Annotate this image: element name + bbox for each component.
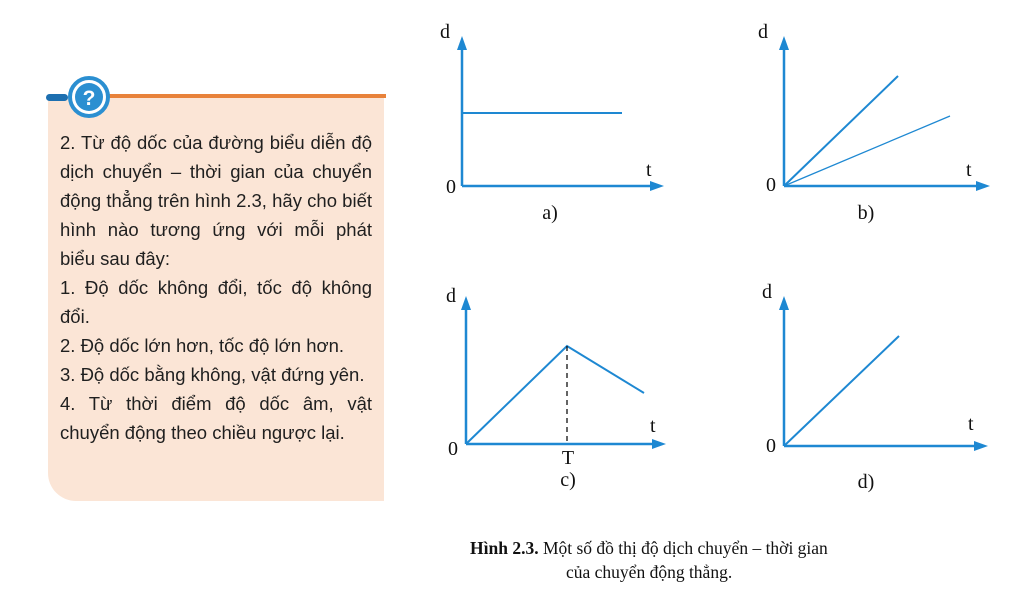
graph-a-y-arrow [457,36,467,50]
graph-a-x-arrow [650,181,664,191]
caption-line-2: của chuyển động thẳng. [566,562,733,582]
graph-b-y-arrow [779,36,789,50]
question-mark-icon [42,72,114,124]
caption-line-1: Một số đồ thị độ dịch chuyển – thời gian [542,538,828,558]
graph-d-x-label: t [968,413,974,435]
figure-caption [470,536,990,584]
graph-b-x-label: t [966,159,972,181]
svg-text:?: ? [82,87,96,110]
graph-b-steep-line [784,76,898,186]
graph-b-x-arrow [976,181,990,191]
statement-2: 2. Độ dốc lớn hơn, tốc độ lớn hơn. [60,335,345,356]
graph-a-origin: 0 [446,176,456,198]
graph-d-origin: 0 [766,435,776,457]
graph-d [754,278,1004,498]
graph-b [752,18,1002,228]
statement-4: 4. Từ thời điểm độ dốc âm, vật chuyển động theo chiều ngược lại. [60,393,372,443]
graph-c-label: c) [560,469,576,491]
caption-label: Hình 2.3. [470,538,539,558]
graph-d-y-arrow [779,296,789,310]
graph-b-shallow-line [784,116,950,186]
graph-d-y-label: d [762,281,772,303]
graph-c-line [466,346,644,444]
graph-c-origin: 0 [448,438,458,460]
graph-c-y-label: d [446,285,456,307]
statement-1: 1. Độ dốc không đổi, tốc độ không đổi. [60,277,372,327]
graph-d-x-arrow [974,441,988,451]
graph-b-y-label: d [758,21,768,43]
graph-c-x-arrow [652,439,666,449]
graph-a-x-label: t [646,159,652,181]
graph-b-origin: 0 [766,174,776,196]
graph-c-x-label: t [650,415,656,437]
graph-d-line [784,336,899,446]
graph-a [432,18,672,228]
graph-c-y-arrow [461,296,471,310]
question-text [60,128,372,447]
question-intro: 2. Từ độ dốc của đường biểu diễn độ dịch chuyển – thời gian của chuyển động thẳng trên hình 2.3, hãy cho biết hình nào tương ứng với mỗi phát biểu sau đây: [60,132,372,269]
question-box-top-bar [100,94,386,98]
graph-a-y-label: d [440,21,450,43]
graph-c-marker-label: T [561,447,575,469]
statement-3: 3. Độ dốc bằng không, vật đứng yên. [60,364,365,385]
graph-a-label: a) [542,202,558,224]
graph-b-label: b) [857,202,875,224]
graph-c [438,280,678,500]
graph-d-label: d) [857,471,875,493]
